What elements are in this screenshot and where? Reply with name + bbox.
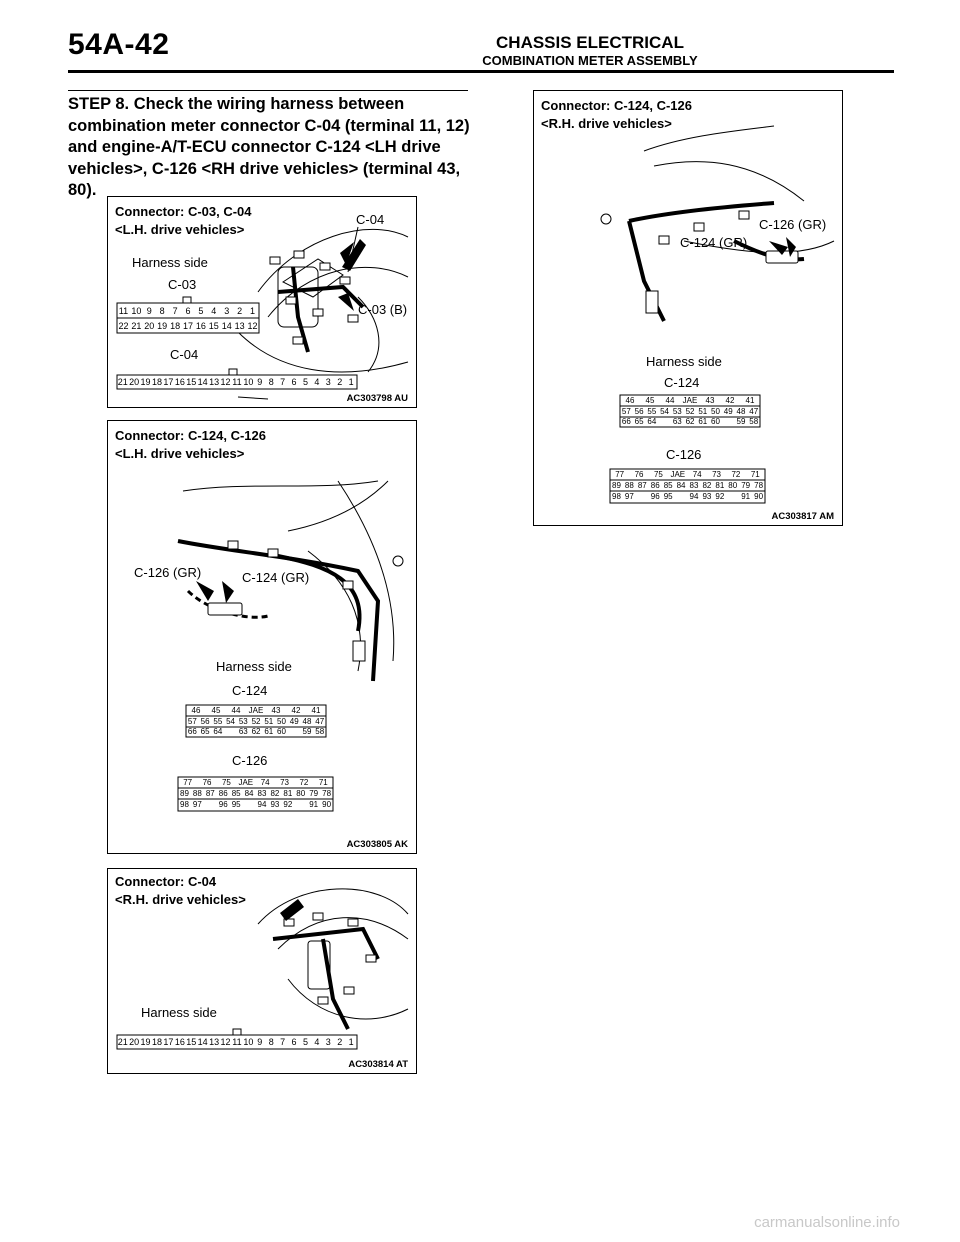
pin-number: 61: [264, 727, 274, 736]
figure-caption-line2: <R.H. drive vehicles>: [115, 892, 246, 907]
pin-number: 78: [754, 481, 764, 490]
pin-number: 56: [634, 407, 644, 416]
pin-number: 87: [637, 481, 647, 490]
pin-number: 13: [234, 321, 245, 331]
figure-c04-rhd: [107, 868, 417, 1074]
pin-number: 2: [237, 306, 243, 316]
c124-pin-grid: [620, 395, 760, 427]
pin-number: 73: [280, 778, 290, 787]
pin-number: 88: [624, 481, 634, 490]
pin-number: 65: [200, 727, 210, 736]
pin-number: 20: [144, 321, 155, 331]
pin-number: 93: [270, 800, 280, 809]
pin-number: 14: [221, 321, 232, 331]
pin-number: 21: [117, 377, 128, 387]
pin-number: 7: [172, 306, 178, 316]
figure-code: AC303814 AT: [348, 1059, 408, 1070]
pin-number: [675, 491, 688, 502]
callout-c126-gr: C-126 (GR): [759, 217, 827, 232]
pin-number: 77: [615, 470, 625, 479]
pin-number: 79: [309, 789, 319, 798]
pin-number: 80: [296, 789, 306, 798]
pin-number: 92: [283, 800, 293, 809]
pin-number: 64: [213, 727, 223, 736]
pin-number: 8: [268, 1037, 274, 1047]
pin-number: 21: [117, 1037, 128, 1047]
pin-number: 90: [322, 800, 332, 809]
pin-number: 18: [151, 1037, 162, 1047]
pin-number: 3: [325, 1037, 331, 1047]
pin-number: 16: [195, 321, 206, 331]
pin-number: 59: [302, 727, 312, 736]
c04-pin-row: [117, 376, 357, 388]
pin-number: 41: [311, 706, 321, 715]
pin-number: 72: [299, 778, 309, 787]
pin-number: 87: [205, 789, 215, 798]
figure-caption-line2: <L.H. drive vehicles>: [115, 446, 245, 461]
pin-number: 18: [170, 321, 181, 331]
pin-number: 51: [698, 407, 708, 416]
pin-number: 84: [244, 789, 254, 798]
pin-number: 17: [163, 377, 174, 387]
pin-number: 54: [226, 717, 236, 726]
pin-number: 14: [197, 1037, 208, 1047]
pin-number: 6: [291, 1037, 297, 1047]
pin-number: 5: [302, 377, 308, 387]
figure-c124-c126-lhd: [107, 420, 417, 854]
pin-number: 17: [182, 321, 193, 331]
callout-c124-gr: C-124 (GR): [242, 570, 310, 585]
pin-number: 76: [634, 470, 644, 479]
pin-number: 13: [209, 377, 220, 387]
pin-number: 11: [232, 377, 242, 387]
pin-number: 1: [348, 377, 354, 387]
pin-number: 85: [231, 789, 241, 798]
callout-c124-gr: C-124 (GR): [680, 235, 748, 250]
pin-number: JAE: [248, 706, 264, 715]
c03-pin-row-1: [117, 305, 259, 317]
pin-number: [726, 491, 739, 502]
callout-c03-b: C-03 (B): [358, 302, 408, 317]
pin-number: 44: [665, 396, 675, 405]
c03-pin-row-2: [117, 320, 259, 332]
pin-number: 10: [131, 306, 142, 316]
figure-caption-line1: Connector: C-04: [115, 874, 217, 889]
pin-number: JAE: [682, 396, 698, 405]
figure-c03-c04-lhd: [107, 196, 417, 408]
pin-number: [243, 799, 256, 810]
footer-watermark: carmanualsonline.info: [754, 1214, 900, 1231]
pin-number: 46: [191, 706, 201, 715]
pin-number: JAE: [670, 470, 686, 479]
pin-number: 75: [653, 470, 663, 479]
pin-number: 80: [728, 481, 738, 490]
pin-number: 10: [243, 377, 254, 387]
pin-number: 2: [337, 1037, 343, 1047]
pin-number: 82: [702, 481, 712, 490]
pin-number: 66: [621, 417, 631, 426]
pin-number: 17: [163, 1037, 174, 1047]
pin-number: 62: [685, 417, 695, 426]
c04-pin-row: [117, 1036, 357, 1048]
pin-number: 86: [650, 481, 660, 490]
pin-number: 58: [749, 417, 759, 426]
pin-number: 8: [159, 306, 165, 316]
harness-side-label: Harness side: [646, 354, 722, 369]
c126-pin-grid: [178, 777, 333, 811]
pin-number: 98: [612, 492, 621, 501]
pin-number: [658, 417, 671, 427]
pin-number: 50: [277, 717, 286, 726]
c124-pin-grid: [186, 705, 326, 737]
pin-number: [288, 727, 301, 737]
pin-number: 83: [689, 481, 699, 490]
pin-number: 45: [645, 396, 655, 405]
pin-number: 48: [736, 407, 746, 416]
pin-number: 42: [725, 396, 735, 405]
pin-number: 59: [736, 417, 746, 426]
figure-caption-line2: <L.H. drive vehicles>: [115, 222, 245, 237]
pin-number: 47: [315, 717, 325, 726]
connector-label-c124: C-124: [664, 375, 700, 390]
pin-number: 64: [647, 417, 657, 426]
connector-label-c126: C-126: [666, 447, 702, 462]
pin-number: 63: [238, 727, 248, 736]
pin-number: 95: [231, 800, 241, 809]
pin-number: 86: [218, 789, 228, 798]
pin-number: JAE: [238, 778, 254, 787]
pin-number: 21: [131, 321, 142, 331]
harness-side-label: Harness side: [132, 255, 208, 270]
pin-number: 73: [712, 470, 722, 479]
pin-number: 98: [180, 800, 189, 809]
pin-number: 15: [186, 377, 197, 387]
pin-number: 89: [612, 481, 621, 490]
pin-number: 6: [185, 306, 191, 316]
pin-number: 95: [663, 492, 673, 501]
pin-number: 4: [314, 377, 320, 387]
pin-number: 93: [702, 492, 712, 501]
figure-caption-line1: Connector: C-124, C-126: [115, 428, 266, 443]
pin-number: 97: [192, 800, 202, 809]
figure-code: AC303817 AM: [771, 511, 834, 522]
c126-pin-grid: [610, 469, 765, 503]
pin-number: 72: [731, 470, 741, 479]
pin-number: 79: [741, 481, 751, 490]
pin-number: 47: [749, 407, 759, 416]
pin-number: 14: [197, 377, 208, 387]
pin-number: 96: [650, 492, 660, 501]
pin-number: 77: [183, 778, 193, 787]
pin-number: 91: [741, 492, 751, 501]
pin-number: 46: [625, 396, 635, 405]
pin-number: 74: [260, 778, 270, 787]
pin-number: 41: [745, 396, 755, 405]
pin-number: 7: [280, 1037, 286, 1047]
pin-number: 6: [291, 377, 297, 387]
pin-number: 8: [268, 377, 274, 387]
pin-number: 88: [192, 789, 202, 798]
pin-number: 61: [698, 417, 708, 426]
pin-number: 19: [140, 377, 151, 387]
pin-number: 76: [202, 778, 212, 787]
pin-number: 4: [211, 306, 217, 316]
harness-side-label: Harness side: [141, 1005, 217, 1020]
pin-number: 97: [624, 492, 634, 501]
step-heading: STEP 8. Check the wiring harness between combination meter connector C-04 (terminal 11, 12) and engine-A/T-ECU connector C-124 <LH drive vehicles>, C-126 <RH drive vehicles> (terminal 43, 80).: [68, 95, 470, 199]
pin-number: 96: [218, 800, 228, 809]
pin-number: 74: [692, 470, 702, 479]
pin-number: 16: [174, 1037, 185, 1047]
pin-number: 2: [337, 377, 343, 387]
pin-number: 78: [322, 789, 332, 798]
pin-number: 55: [213, 717, 223, 726]
pin-number: 58: [315, 727, 325, 736]
pin-number: 5: [302, 1037, 308, 1047]
pin-number: 52: [251, 717, 261, 726]
pin-number: 1: [348, 1037, 354, 1047]
pin-number: 11: [118, 306, 129, 316]
pin-number: 92: [715, 492, 725, 501]
header-rule: [68, 70, 894, 73]
pin-number: 84: [676, 481, 686, 490]
pin-number: 63: [672, 417, 682, 426]
pin-number: 83: [257, 789, 267, 798]
pin-number: 56: [200, 717, 210, 726]
pin-number: 12: [220, 377, 231, 387]
figure-caption-line1: Connector: C-124, C-126: [541, 98, 692, 113]
pin-number: 10: [243, 1037, 254, 1047]
pin-number: 19: [140, 1037, 151, 1047]
pin-number: 54: [660, 407, 670, 416]
pin-number: 20: [129, 1037, 140, 1047]
connector-label-c124: C-124: [232, 683, 268, 698]
pin-number: 90: [754, 492, 764, 501]
pin-number: [204, 799, 217, 810]
pin-number: 81: [283, 789, 293, 798]
pin-number: 94: [689, 492, 699, 501]
page-number: 54A-42: [68, 28, 170, 61]
pin-number: 49: [723, 407, 733, 416]
pin-number: 91: [309, 800, 319, 809]
pin-number: 65: [634, 417, 644, 426]
pin-number: [722, 417, 735, 427]
pin-number: 3: [325, 377, 331, 387]
pin-number: 60: [711, 417, 720, 426]
harness-side-label: Harness side: [216, 659, 292, 674]
pin-number: 44: [231, 706, 241, 715]
pin-number: 89: [180, 789, 189, 798]
callout-c04: C-04: [356, 212, 385, 227]
pin-number: 52: [685, 407, 695, 416]
pin-number: 81: [715, 481, 725, 490]
pin-number: 50: [711, 407, 720, 416]
pin-number: 43: [271, 706, 281, 715]
connector-label-c126: C-126: [232, 753, 268, 768]
pin-number: 55: [647, 407, 657, 416]
figure-code: AC303798 AU: [346, 393, 408, 404]
pin-number: 3: [224, 306, 230, 316]
pin-number: 9: [257, 377, 263, 387]
pin-number: 82: [270, 789, 280, 798]
pin-number: 12: [247, 321, 258, 331]
pin-number: 18: [151, 377, 162, 387]
pin-number: 11: [232, 1037, 242, 1047]
figure-caption-line2: <R.H. drive vehicles>: [541, 116, 672, 131]
connector-label-c04: C-04: [170, 347, 199, 362]
section-subtitle: COMBINATION METER ASSEMBLY: [482, 53, 698, 68]
pin-number: 94: [257, 800, 267, 809]
pin-number: 15: [208, 321, 219, 331]
pin-number: 71: [750, 470, 760, 479]
pin-number: 7: [280, 377, 286, 387]
pin-number: 19: [157, 321, 168, 331]
section-title: CHASSIS ELECTRICAL: [496, 33, 684, 52]
pin-number: 42: [291, 706, 301, 715]
pin-number: 9: [146, 306, 152, 316]
pin-number: 13: [209, 1037, 220, 1047]
callout-c126-gr: C-126 (GR): [134, 565, 202, 580]
pin-number: 75: [221, 778, 231, 787]
pin-number: 4: [314, 1037, 320, 1047]
pin-number: [636, 491, 649, 502]
pin-number: 60: [277, 727, 286, 736]
connector-label-c03: C-03: [168, 277, 197, 292]
pin-number: 57: [621, 407, 631, 416]
pin-number: 43: [705, 396, 715, 405]
pin-number: 9: [257, 1037, 263, 1047]
pin-number: 49: [289, 717, 299, 726]
pin-number: 71: [318, 778, 328, 787]
figure-caption-line1: Connector: C-03, C-04: [115, 204, 252, 219]
pin-number: 85: [663, 481, 673, 490]
pin-number: 12: [220, 1037, 231, 1047]
pin-number: 1: [250, 306, 256, 316]
figure-code: AC303805 AK: [346, 839, 408, 850]
pin-number: 45: [211, 706, 221, 715]
pin-number: 48: [302, 717, 312, 726]
pin-number: 57: [187, 717, 197, 726]
pin-number: 62: [251, 727, 261, 736]
pin-number: 5: [198, 306, 204, 316]
pin-number: [224, 727, 237, 737]
pin-number: 15: [186, 1037, 197, 1047]
pin-number: 66: [187, 727, 197, 736]
pin-number: 53: [238, 717, 248, 726]
pin-number: 22: [118, 321, 129, 331]
pin-number: 16: [174, 377, 185, 387]
pin-number: [294, 799, 307, 810]
step-rule: [68, 90, 468, 91]
pin-number: 53: [672, 407, 682, 416]
pin-number: 51: [264, 717, 274, 726]
pin-number: 20: [129, 377, 140, 387]
figure-c124-c126-rhd: [533, 90, 843, 526]
